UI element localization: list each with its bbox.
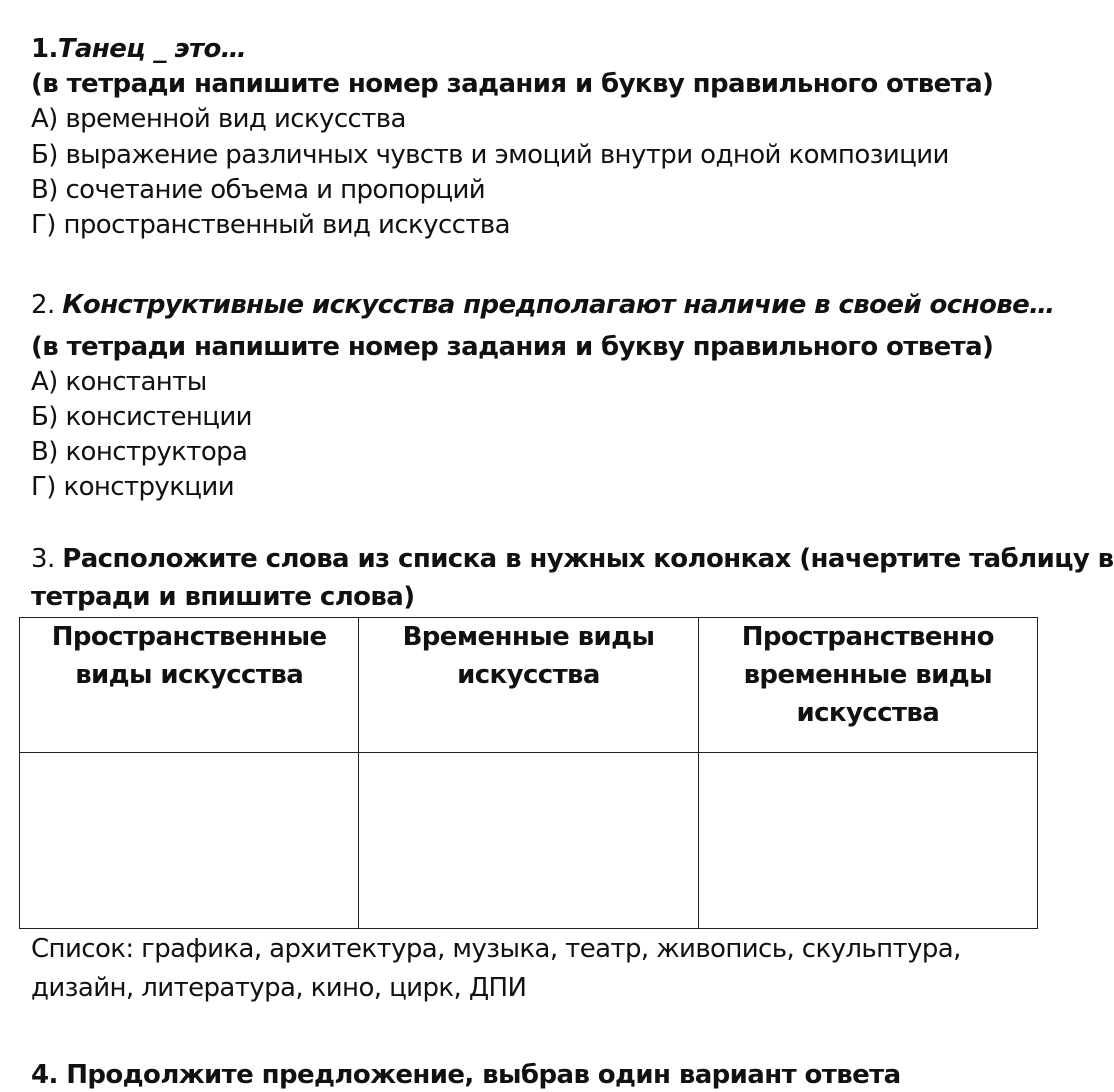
- q3-number: 3.: [31, 544, 55, 574]
- q3-list-line2: дизайн, литература, кино, цирк, ДПИ: [31, 973, 527, 1003]
- q2-option-b: Б) консистенции: [31, 402, 252, 432]
- table-body-row: [20, 753, 1038, 929]
- header-line: Временные виды: [402, 622, 655, 652]
- header-line: искусства: [457, 660, 600, 690]
- cell-spatiotemporal-arts: [698, 753, 1037, 929]
- header-line: временные виды: [743, 660, 993, 690]
- header-temporal-arts: [359, 618, 698, 753]
- header-spatiotemporal-arts: [698, 618, 1037, 753]
- cell-spatial-arts: [20, 753, 359, 929]
- q1-option-c: В) сочетание объема и пропорций: [31, 175, 486, 205]
- q1-option-d: Г) пространственный вид искусства: [31, 210, 510, 240]
- q3-question-line1: Расположите слова из списка в нужных колонках (начертите таблицу в: [62, 544, 1114, 574]
- header-line: Пространственные: [51, 622, 327, 652]
- q2-option-d: Г) конструкции: [31, 472, 235, 502]
- q2-question: Конструктивные искусства предполагают наличие в своей основе…: [62, 290, 1055, 320]
- q4-partial-title: 4. Продолжите предложение, выбрав один вариант ответа: [31, 1060, 901, 1090]
- q2-number: 2.: [31, 290, 55, 320]
- q1-number: 1.: [31, 34, 58, 64]
- q1-title: [31, 32, 246, 66]
- q1-instruction: (в тетради напишите номер задания и букву правильного ответа): [31, 69, 994, 99]
- header-spatial-arts: [20, 618, 359, 753]
- q2-title: [31, 288, 1055, 322]
- q1-question: Танец _ это…: [57, 34, 247, 64]
- q3-title: [31, 542, 1114, 576]
- header-line: виды искусства: [75, 660, 304, 690]
- q2-instruction: (в тетради напишите номер задания и букву правильного ответа): [31, 332, 994, 362]
- q1-option-a: А) временной вид искусства: [31, 104, 406, 134]
- cell-temporal-arts: [359, 753, 698, 929]
- answer-table: [19, 617, 1038, 929]
- q3-question-line2: тетради и впишите слова): [31, 582, 415, 612]
- table-header-row: [20, 618, 1038, 753]
- q2-option-a: А) константы: [31, 367, 207, 397]
- q2-option-c: В) конструктора: [31, 437, 248, 467]
- header-line: Пространственно: [741, 622, 994, 652]
- header-line: искусства: [796, 698, 940, 728]
- q1-option-b: Б) выражение различных чувств и эмоций внутри одной композиции: [31, 140, 949, 170]
- q3-list-line1: Список: графика, архитектура, музыка, театр, живопись, скульптура,: [31, 934, 961, 964]
